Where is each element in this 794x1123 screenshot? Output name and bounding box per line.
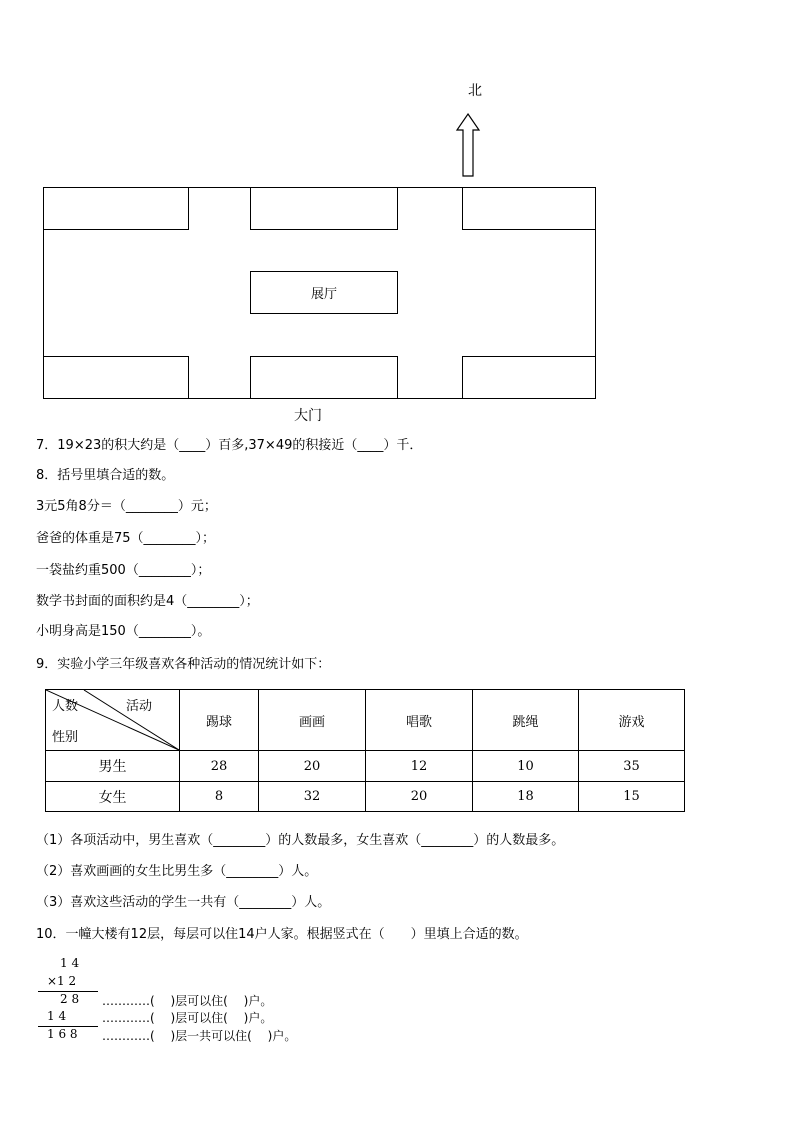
note-line: …………( )层一共可以住( )户。 [102, 1029, 297, 1043]
corner-label-activity: 活动 [126, 699, 153, 714]
north-label: 北 [468, 83, 482, 99]
table-corner-cell [46, 690, 180, 751]
question-9-sub: （3）喜欢这些活动的学生一共有（________）人。 [36, 895, 331, 910]
table-cell: 10 [473, 751, 579, 782]
question-8-item: 数学书封面的面积约是4（________）； [36, 594, 259, 609]
note-line: …………( )层可以住( )户。 [102, 994, 273, 1008]
table-cell: 8 [180, 782, 259, 812]
header-cell: 唱歌 [366, 690, 473, 751]
header-cell: 画画 [259, 690, 366, 751]
note-line: …………( )层可以住( )户。 [102, 1011, 273, 1025]
building-bottom-middle [250, 356, 398, 399]
question-8-item: 一袋盐约重500（________）； [36, 563, 211, 578]
row-label: 男生 [46, 751, 180, 782]
question-8-title: 8．括号里填合适的数。 [36, 468, 175, 483]
exhibition-hall-label: 展厅 [310, 287, 337, 302]
corner-label-gender: 性别 [52, 730, 79, 745]
exhibition-hall [250, 271, 398, 314]
table-cell: 35 [579, 751, 685, 782]
table-cell: 12 [366, 751, 473, 782]
header-cell: 踢球 [180, 690, 259, 751]
table-cell: 28 [180, 751, 259, 782]
question-9-title: 9．实验小学三年级喜欢各种活动的情况统计如下： [36, 657, 331, 672]
row-label: 女生 [46, 782, 180, 812]
corner-label-count: 人数 [52, 699, 79, 714]
table-row [46, 751, 685, 782]
question-8-item: 3元5角8分＝（________）元； [36, 499, 217, 514]
table-cell: 15 [579, 782, 685, 812]
multiplicand: 1 4 [60, 956, 80, 970]
final-product: 1 6 8 [47, 1027, 78, 1041]
header-cell: 跳绳 [473, 690, 579, 751]
building-bottom-left [43, 356, 189, 399]
table-cell: 18 [473, 782, 579, 812]
building-top-right [462, 187, 596, 230]
question-9-sub: （1）各项活动中，男生喜欢（________）的人数最多，女生喜欢（________）的人数最多。 [36, 833, 565, 848]
building-top-middle [250, 187, 398, 230]
question-9-sub: （2）喜欢画画的女生比男生多（________）人。 [36, 864, 318, 879]
question-7: 7．19×23的积大约是（____）百多,37×49的积接近（____）千． [36, 438, 423, 453]
multiplier: ×1 2 [47, 974, 77, 988]
table-cell: 32 [259, 782, 366, 812]
header-cell: 游戏 [579, 690, 685, 751]
building-bottom-right [462, 356, 596, 399]
table-row [46, 782, 685, 812]
question-8-item: 爸爸的体重是75（________）； [36, 531, 216, 546]
gate-label: 大门 [294, 408, 322, 424]
building-top-left [43, 187, 189, 230]
partial-product-2: 1 4 [47, 1009, 67, 1023]
activity-stats-table [45, 689, 685, 812]
table-cell: 20 [259, 751, 366, 782]
partial-product-1: 2 8 [60, 992, 80, 1006]
question-8-item: 小明身高是150（________）。 [36, 624, 211, 639]
north-arrow-icon [455, 112, 481, 178]
table-cell: 20 [366, 782, 473, 812]
question-10-title: 10．一幢大楼有12层，每层可以住14户人家。根据竖式在（ ）里填上合适的数。 [36, 927, 528, 942]
